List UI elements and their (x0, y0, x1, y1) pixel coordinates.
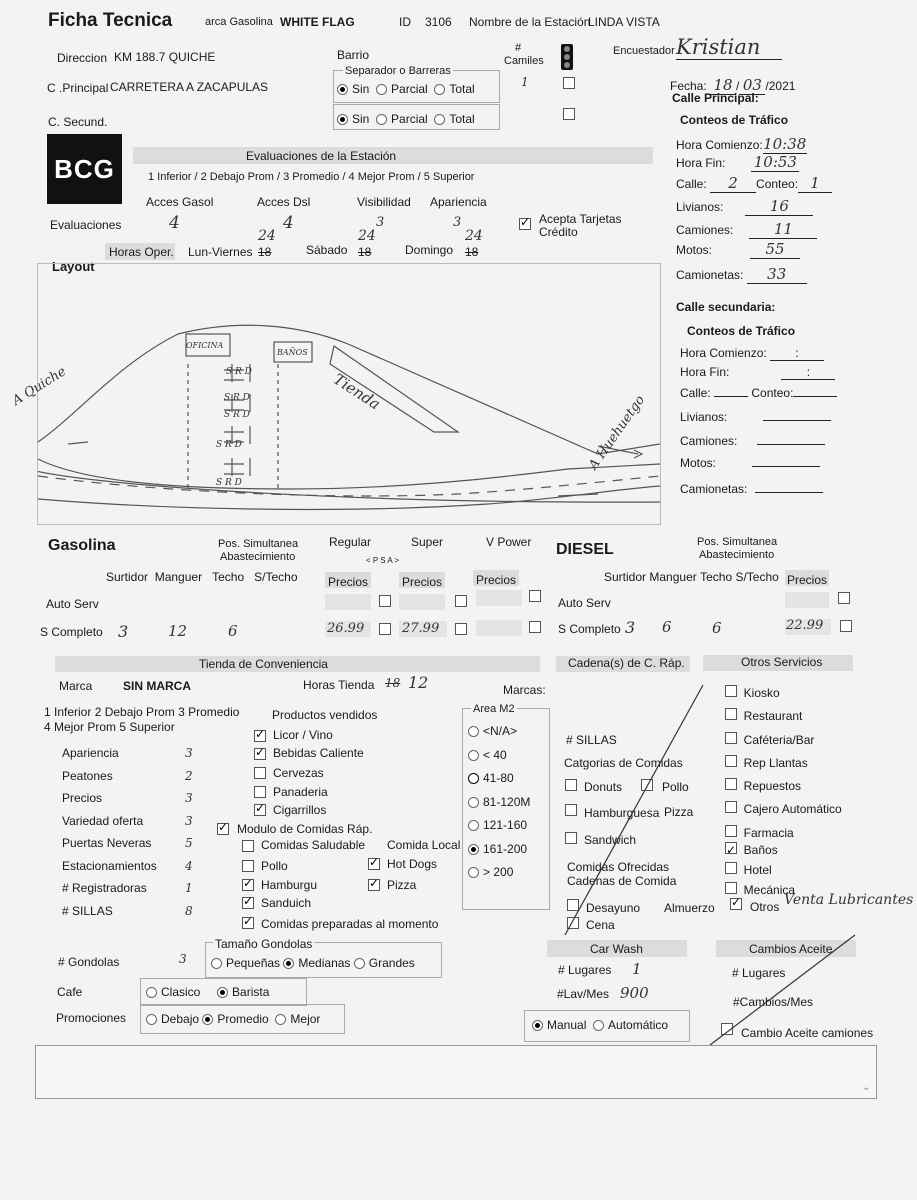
carwash-lavmes-label: #Lav/Mes (557, 987, 610, 1001)
gas-auto-regular-cb[interactable] (379, 595, 391, 607)
comidas-saludable-cb[interactable] (242, 840, 254, 852)
promociones-label: Promociones (56, 1011, 127, 1025)
mod-comidas-prep-label: Comidas preparadas al momento (261, 917, 439, 931)
apariencia-label: Apariencia (430, 195, 487, 209)
diesel-precios-label: Precios (787, 573, 828, 587)
gas-sc-super-cb[interactable] (455, 623, 467, 635)
mod-comidas-prep-cb[interactable] (242, 917, 254, 929)
a-quiche-label: A Quiche (10, 364, 69, 409)
horas-tienda-new: 12 (408, 673, 429, 692)
gas-auto-vpower-field[interactable] (476, 590, 522, 606)
otros-item: ✓ Baños (725, 839, 842, 862)
rating-label: Precios (62, 791, 103, 805)
otros-item: Farmacia (725, 822, 842, 845)
mod-hamburgu-label: Hamburgu (261, 878, 318, 892)
mod-pollo-label: Pollo (261, 859, 288, 873)
tamano-gondolas-radios[interactable]: Pequeñas Medianas Grandes (211, 956, 415, 970)
gas-auto-super-field[interactable] (399, 594, 445, 610)
gas-auto-serv: Auto Serv (46, 597, 99, 611)
tienda-ratings-labels (62, 742, 157, 922)
modulo-comidas-cb[interactable] (217, 823, 229, 835)
rating-label: Peatones (62, 768, 113, 783)
mod-hotdogs-cb[interactable] (368, 858, 380, 870)
rating-label: # Registradoras (62, 881, 147, 895)
marca-label: arca Gasolina (205, 16, 273, 28)
cambios-strike-line (700, 930, 860, 1050)
rating-value: 4 (185, 858, 193, 873)
diesel-title: DIESEL (556, 541, 614, 558)
cadena-strike-line (560, 680, 720, 940)
carwash-title: Car Wash (590, 942, 643, 956)
fecha-row: Fecha: 18 / 03 /2021 (670, 76, 796, 94)
gondolas-label: # Gondolas (58, 955, 120, 969)
precio-regular-value: 26.99 (327, 621, 365, 636)
precio-vpower-field[interactable] (476, 620, 522, 636)
sec-camiones: Camiones: (680, 434, 825, 448)
otros-title: Otros Servicios (741, 655, 823, 669)
cad-cadenas: Cadenas de Comida (567, 874, 677, 888)
prod-bebidas-cb[interactable] (254, 748, 266, 760)
horas-tienda-label: Horas Tienda (303, 678, 375, 692)
direccion-label: Direccion (57, 51, 108, 65)
srd-label-1: S R D (226, 367, 252, 377)
bcg-logo: BCG (47, 134, 122, 204)
marcas-label: Marcas: (503, 683, 546, 697)
prod-cigarrillos-cb[interactable] (254, 804, 266, 816)
otros-item: Kiosko (725, 682, 842, 705)
rating-value: 3 (185, 813, 193, 828)
srd-label-5: S R D (216, 478, 242, 488)
diesel-pos-sim: Pos. Simultanea (697, 536, 778, 548)
precios-label-1: Precios (328, 575, 369, 589)
otros-item: Repuestos (725, 775, 842, 798)
tienda-ratings-values (185, 742, 193, 922)
cad-sandwich-label: Sandwich (584, 833, 637, 847)
cad-donuts-label: Donuts (584, 780, 623, 794)
cprincipal-label: C .Principal (47, 81, 109, 95)
acepta-tarjetas-label: Acepta Tarjetas (539, 212, 622, 226)
lun-viernes-old: 18 (258, 245, 272, 259)
separador-label: Separador o Barreras (345, 65, 451, 77)
gas-auto-vpower-cb[interactable] (529, 590, 541, 602)
estacion-label: Nombre de la Estación (469, 15, 591, 29)
sec-hora-fin: Hora Fin: : (680, 365, 835, 380)
gasolina-title: Gasolina (48, 537, 116, 554)
diesel-auto-field[interactable] (785, 592, 829, 608)
a-huehuetgo-label: A Huehuetgo (586, 392, 649, 473)
otros-item: Restaurant (725, 705, 842, 728)
rating-label: Puertas Neveras (62, 836, 152, 850)
otros-otros-cb[interactable] (730, 898, 742, 910)
sec-motos: Motos: (680, 456, 820, 470)
prod-licor-cb[interactable] (254, 730, 266, 742)
sabado-label: Sábado (306, 243, 348, 257)
gondolas-value: 3 (179, 952, 187, 966)
acces-gasol-value: 4 (169, 213, 180, 233)
cad-cena-label: Cena (586, 918, 615, 932)
srd-label-3: S R D (224, 410, 250, 420)
camiles-principal-checkbox[interactable] (563, 77, 575, 89)
acces-dsl-label: Acces Dsl (257, 195, 311, 209)
visibilidad-value: 3 (376, 215, 385, 230)
srd-label-4: S R D (216, 440, 242, 450)
rating-label: Variedad oferta (62, 813, 144, 828)
area-m2-title: Area M2 (473, 703, 515, 715)
cadena-sillas: # SILLAS (566, 733, 617, 747)
mod-hamburgu-cb[interactable] (242, 879, 254, 891)
prod-panaderia-cb[interactable] (254, 786, 266, 798)
layout-title: Layout (52, 259, 95, 274)
tienda-scale-2: 4 Mejor Prom 5 Superior (44, 720, 175, 734)
marca-value: WHITE FLAG (280, 15, 355, 29)
rating-value: 2 (185, 768, 193, 783)
productos-title: Productos vendidos (272, 708, 378, 722)
modulo-comidas-label: Modulo de Comidas Ráp. (237, 822, 373, 836)
tienda-marca-label: Marca (59, 679, 93, 693)
gas-sc-vpower-cb[interactable] (529, 621, 541, 633)
evaluaciones-label: Evaluaciones (50, 218, 122, 232)
gas-sc-surtidor: 3 (118, 622, 129, 641)
sep-principal-radios[interactable]: Sin Parcial Total (337, 82, 475, 96)
domingo-old: 18 (465, 245, 479, 259)
otros-item: Mecánica (725, 879, 842, 902)
prod-cervezas-cb[interactable] (254, 767, 266, 779)
acepta-tarjetas-checkbox[interactable] (519, 218, 531, 230)
mod-pizza-cb[interactable] (368, 879, 380, 891)
gas-auto-super-cb[interactable] (455, 595, 467, 607)
carwash-lugares-value: 1 (632, 960, 642, 978)
hora-comienzo-row: Hora Comienzo:10:38 (676, 135, 807, 153)
tienda-scale-1: 1 Inferior 2 Debajo Prom 3 Promedio (44, 705, 240, 719)
carwash-lavmes-value: 900 (620, 984, 649, 1002)
mod-pollo-cb[interactable] (242, 860, 254, 872)
camiles-value: 1 (521, 75, 529, 89)
cambios-title: Cambios Aceite (749, 942, 833, 956)
camiles-secund-checkbox[interactable] (563, 108, 575, 120)
domingo-label: Domingo (405, 243, 454, 257)
rating-value: 5 (185, 836, 193, 850)
lun-viernes-label: Lun-Viernes (188, 245, 253, 259)
tienda-marca-value: SIN MARCA (123, 679, 191, 693)
rating-value: 3 (185, 791, 193, 805)
sep-secund-radios[interactable]: Sin Parcial Total (337, 112, 475, 126)
gas-col-headers: Surtidor Manguer Techo S/Techo (106, 570, 298, 584)
acces-dsl-value: 4 (283, 213, 294, 233)
banos-label: BAÑOS (277, 348, 308, 357)
comidas-saludable-label: Comidas Saludable (261, 838, 366, 852)
diesel-sc-surtidor: 3 (625, 618, 636, 637)
otros-list (725, 682, 842, 902)
mod-pizza-label: Pizza (387, 878, 417, 892)
rating-value: 1 (185, 881, 193, 895)
diesel-precio-value: 22.99 (786, 618, 824, 633)
sabado-new: 24 (358, 228, 376, 244)
acces-gasol-label: Acces Gasol (146, 195, 214, 209)
diesel-sc-cb[interactable] (840, 620, 852, 632)
sabado-old: 18 (358, 245, 372, 259)
precios-label-3: Precios (476, 573, 517, 587)
cad-hamburguesa-label: Hamburguesa (584, 806, 660, 820)
comida-local-label: Comida Local (387, 838, 461, 852)
carwash-mode-radios[interactable]: Manual Automático (532, 1018, 668, 1032)
otros-otros-value: Venta Lubricantes (784, 892, 914, 908)
calle-principal-heading: Calle Principal: (672, 91, 759, 105)
gas-pos-sim: Pos. Simultanea (218, 538, 299, 550)
gas-auto-regular-field[interactable] (325, 594, 371, 610)
sec-hora-comienzo: Hora Comienzo: : (680, 346, 824, 361)
estacion-value: LINDA VISTA (588, 15, 660, 29)
cadena-title: Cadena(s) de C. Ráp. (568, 656, 685, 670)
traffic-light-icon (556, 44, 578, 73)
mod-sanduich-label: Sanduich (261, 896, 312, 910)
rating-label: Apariencia (62, 746, 119, 760)
calle-secundaria-heading: Calle secundaria: (676, 300, 776, 314)
horas-tienda-old: 18 (385, 676, 401, 690)
cad-almuerzo-label: Almuerzo (664, 901, 715, 915)
conteos-secundaria-heading: Conteos de Tráfico (687, 324, 796, 338)
calle-conteo-row: Calle: 2 Conteo: 1 (676, 174, 832, 193)
evaluacion-scale: 1 Inferior / 2 Debajo Prom / 3 Promedio / 4 Mejor Prom / 5 Superior (148, 171, 475, 183)
prod-licor-label: Licor / Vino (273, 728, 333, 742)
prod-panaderia-label: Panaderia (273, 785, 328, 799)
direccion-value: KM 188.7 QUICHE (114, 50, 216, 64)
rating-label: Estacionamientos (62, 858, 157, 873)
sec-livianos: Livianos: (680, 410, 831, 424)
diesel-abast: Abastecimiento (699, 549, 775, 561)
id-value: 3106 (425, 15, 452, 29)
precios-label-2: Precios (402, 575, 443, 589)
rating-label: # SILLAS (62, 903, 113, 918)
horas-oper-label: Horas Oper. (109, 245, 174, 259)
prod-cervezas-label: Cervezas (273, 766, 324, 780)
gas-sc-manguer: 12 (168, 622, 188, 640)
credito-label: Crédito (539, 225, 578, 239)
tamano-gondolas-title: Tamaño Gondolas (215, 937, 313, 951)
encuestador-value[interactable]: Kristian (676, 35, 782, 60)
encuestador-label: Encuestador (613, 45, 675, 57)
diesel-sc-manguer: 6 (662, 618, 672, 636)
camiles-hash: # (515, 42, 522, 54)
area-m2-radios[interactable]: <N/A> < 40 41-80 81-120M 121-160 161-200 > 200 (468, 720, 530, 885)
mod-hotdogs-label: Hot Dogs (387, 857, 438, 871)
rating-value: 3 (185, 746, 193, 760)
otros-item: Caféteria/Bar (725, 729, 842, 752)
conteos-trafico-heading: Conteos de Tráfico (680, 113, 789, 127)
diesel-auto-serv: Auto Serv (558, 596, 611, 610)
chevron-down-icon[interactable]: ⌄ (862, 1082, 871, 1093)
diesel-col-headers: Surtidor Manguer Techo S/Techo (604, 570, 779, 584)
cambios-mes: #Cambios/Mes (733, 995, 814, 1009)
barrio-label: Barrio (337, 48, 370, 62)
prod-bebidas-label: Bebidas Caliente (273, 746, 364, 760)
camiones-row: Camiones: 11 (676, 220, 817, 239)
otros-item: Rep Llantas (725, 752, 842, 775)
promociones-radios[interactable]: Debajo Promedio Mejor (146, 1012, 320, 1026)
tienda-sketch-label: Tienda (330, 370, 384, 414)
id-label: ID (399, 15, 411, 29)
carwash-lugares-label: # Lugares (558, 963, 612, 977)
gas-abast: Abastecimiento (220, 551, 296, 563)
gas-sc-techo: 6 (228, 622, 238, 640)
cad-ofrecidas: Comidas Ofrecidas (567, 860, 670, 874)
cad-pollo-label: Pollo (662, 780, 689, 794)
cprincipal-value: CARRETERA A ZACAPULAS (110, 80, 269, 94)
motos-row: Motos: 55 (676, 240, 800, 259)
diesel-auto-cb[interactable] (838, 592, 850, 604)
precio-super-value: 27.99 (402, 621, 440, 636)
apariencia-value: 3 (453, 215, 462, 230)
cad-pizza-label: Pizza (664, 805, 694, 819)
sec-calle-conteo: Calle: Conteo: (680, 386, 837, 400)
srd-label-2: S R D (224, 393, 250, 403)
mod-sanduich-cb[interactable] (242, 897, 254, 909)
camionetas-row: Camionetas: 33 (676, 265, 807, 284)
cafe-label: Cafe (57, 985, 83, 999)
otros-item: Hotel (725, 859, 842, 882)
lun-viernes-new: 24 (258, 228, 276, 244)
notes-textarea[interactable] (35, 1045, 877, 1099)
cambios-lugares: # Lugares (732, 966, 786, 980)
cambio-camiones-label: Cambio Aceite camiones (741, 1026, 874, 1040)
evaluaciones-title: Evaluaciones de la Estación (246, 149, 397, 163)
livianos-row: Livianos: 16 (676, 197, 813, 216)
sec-camionetas: Camionetas: (680, 482, 823, 496)
oficina-label: OFICINA (186, 341, 224, 350)
otros-item: Cajero Automático (725, 798, 842, 821)
gas-s-completo: S Completo (40, 625, 103, 639)
camiles-label: Camiles (504, 55, 544, 67)
cadena-categorias: Catgorias de Comidas (564, 756, 683, 770)
otros-otros-label: Otros (750, 900, 780, 914)
prod-cigarrillos-label: Cigarrillos (273, 803, 327, 817)
visibilidad-label: Visibilidad (357, 195, 411, 209)
gas-sc-regular-cb[interactable] (379, 623, 391, 635)
diesel-s-completo: S Completo (558, 622, 621, 636)
tienda-title: Tienda de Conveniencia (199, 657, 328, 671)
super-label: Super (411, 535, 444, 549)
regular-label: Regular (329, 535, 372, 549)
cafe-radios[interactable]: Clasico Barista (146, 985, 269, 999)
form-title: Ficha Tecnica (48, 10, 173, 31)
vpower-label: V Power (486, 535, 532, 549)
diesel-sc-techo: 6 (712, 619, 722, 637)
domingo-new: 24 (465, 228, 483, 244)
rating-value: 8 (185, 903, 193, 918)
cad-desayuno-label: Desayuno (586, 901, 641, 915)
csecund-label: C. Secund. (48, 115, 108, 129)
psa-label: < P S A > (366, 556, 400, 565)
hora-fin-row: Hora Fin: 10:53 (676, 153, 799, 172)
